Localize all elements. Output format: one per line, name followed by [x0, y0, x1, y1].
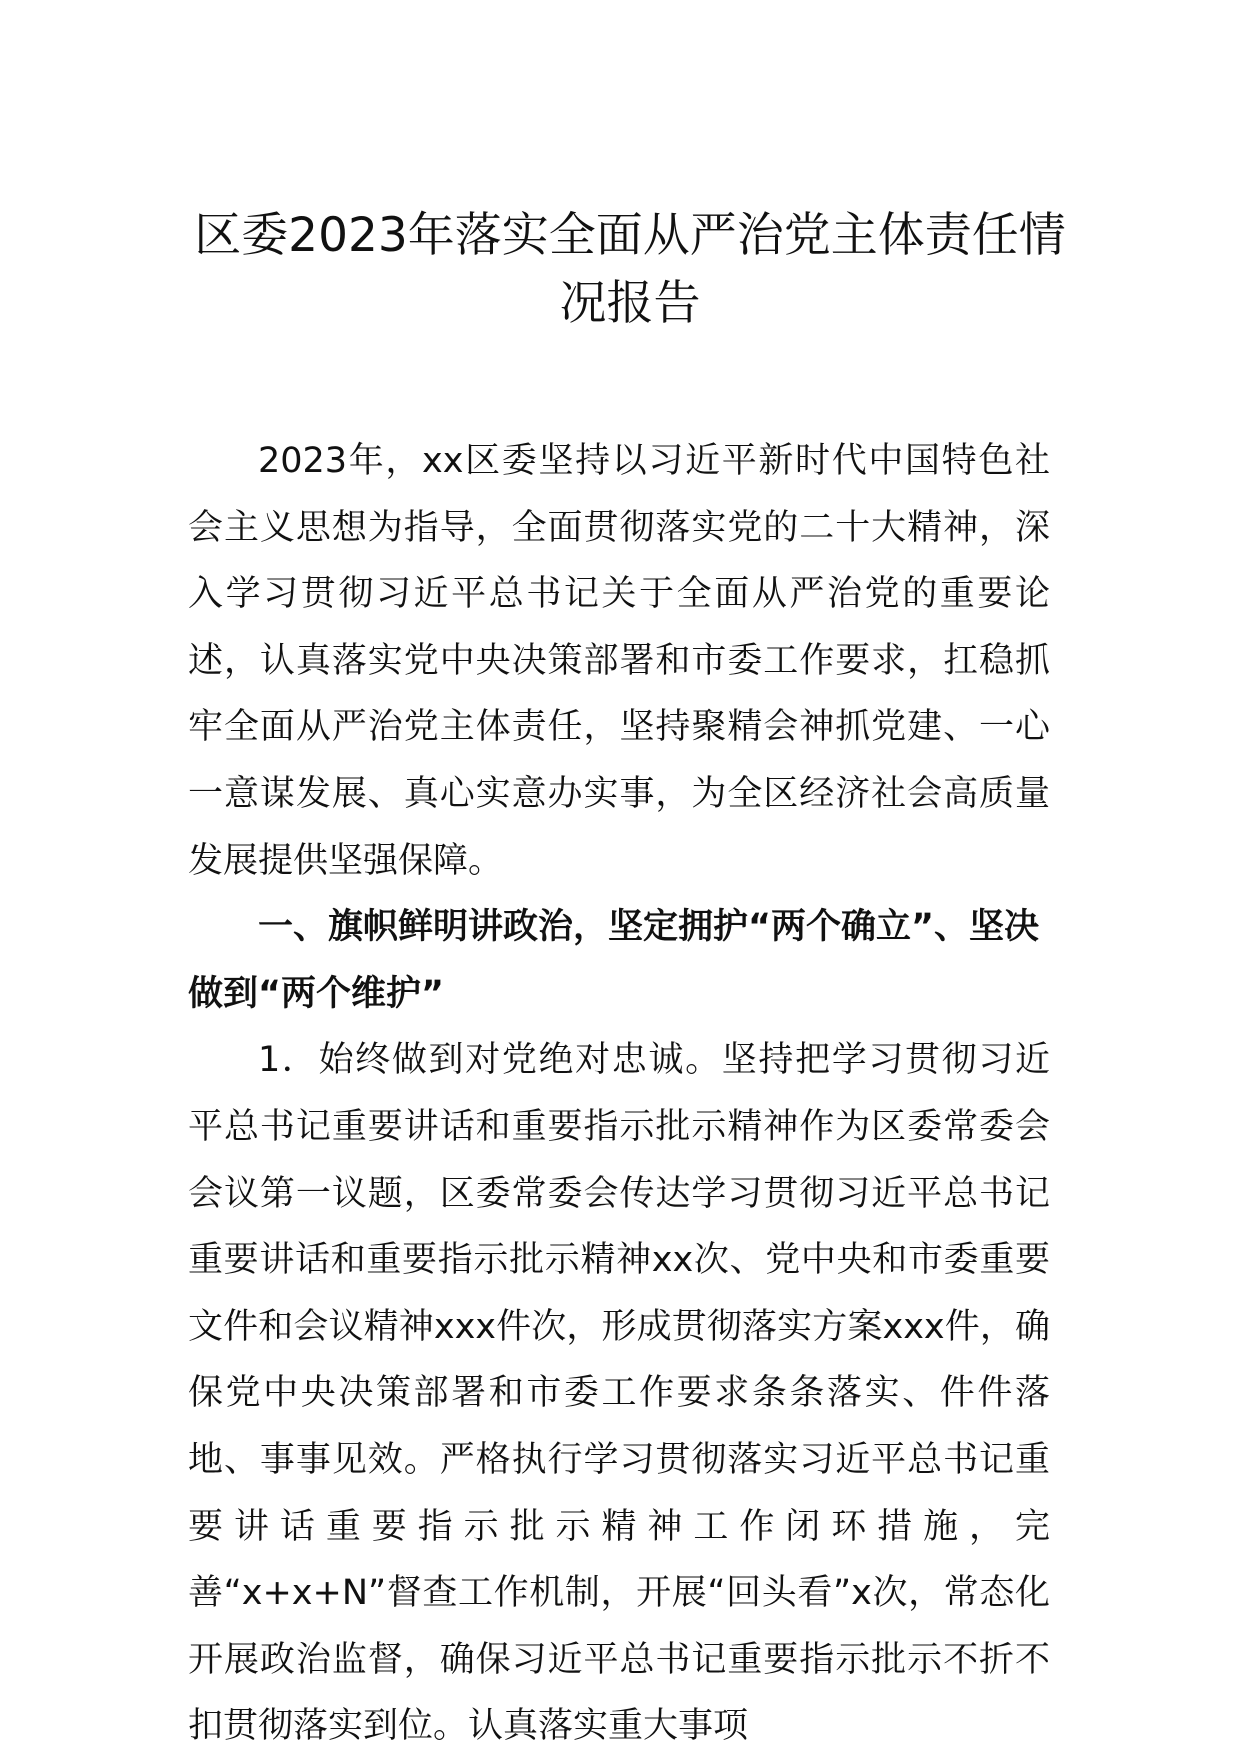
- section-1-item-1-paragraph: 1．始终做到对党绝对忠诚。坚持把学习贯彻习近平总书记重要讲话和重要指示批示精神作为区委常委会会议第一议题，区委常委会传达学习贯彻习近平总书记重要讲话和重要指示批示精神xx次、党中央和市委重要文件和会议精神xxx件次，形成贯彻落实方案xxx件，确保党中央决策部署和市委工作要求条条落实、件件落地、事事见效。严格执行学习贯彻落实习近平总书记重要讲话重要指示批示精神工作闭环措施，完善“x+x+N”督查工作机制，开展“回头看”x次，常态化开展政治监督，确保习近平总书记重要指示批示不折不扣贯彻落实到位。认真落实重大事项: [188, 1040, 1050, 1747]
- intro-paragraph: 2023年，xx区委坚持以习近平新时代中国特色社会主义思想为指导，全面贯彻落实党的二十大精神，深入学习贯彻习近平总书记关于全面从严治党的重要论述，认真落实党中央决策部署和市委工作要求，扛稳抓牢全面从严治党主体责任，坚持聚精会神抓党建、一心一意谋发展、真心实意办实事，为全区经济社会高质量发展提供坚强保障。: [188, 441, 1050, 881]
- document-title: 区委2023年落实全面从严治党主体责任情况报告: [194, 208, 1066, 331]
- document-body: [188, 428, 1050, 1760]
- section-heading-1: 一、旗帜鲜明讲政治，坚定拥护“两个确立”、坚决做到“两个维护”: [188, 907, 1040, 1014]
